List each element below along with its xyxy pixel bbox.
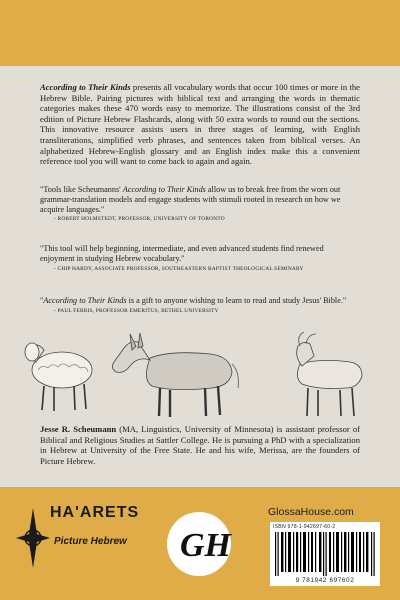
quote-text: "This tool will help beginning, intermediate, and even advanced students find renewed enjoyment in studying Hebrew vocabulary.": [40, 244, 324, 263]
compass-star-icon: [16, 508, 50, 568]
author-bio: [40, 424, 360, 466]
book-description: [40, 82, 360, 167]
logo-letters: GH: [180, 527, 231, 564]
barcode-digits: 9 781942 697602: [295, 577, 355, 584]
endorsement-quote: [40, 185, 360, 223]
endorsement-quote: [40, 244, 360, 273]
quote-book-title: According to Their Kinds: [122, 185, 206, 194]
author-bio-text: (MA, Linguistics, University of Minnesota) is assistant professor of Biblical and Religious Studies at Sattler College. He is pursuing a PhD with a specialization in Hebrew at University of the Free State. He and his wife, Merissa, are the founders of Picture Hebrew.: [40, 424, 361, 466]
top-color-band: [0, 0, 400, 66]
quote-text: is a gift to anyone wishing to learn to read and study Jesus' Bible.": [126, 296, 347, 305]
book-title: According to Their Kinds: [40, 82, 131, 92]
publisher-url: GlossaHouse.com: [268, 506, 354, 518]
glossahouse-logo: [166, 511, 232, 577]
quote-attribution: - CHIP HARDY, ASSOCIATE PROFESSOR, SOUTHEASTERN BAPTIST THEOLOGICAL SEMINARY: [54, 265, 304, 272]
sheep-illustration: [25, 343, 92, 411]
quote-text: "Tools like Scheumanns': [40, 185, 123, 194]
endorsement-quote: [40, 296, 360, 315]
author-name: Jesse R. Scheumann: [40, 424, 117, 434]
brand-top-text: HA'ARETS: [50, 504, 140, 521]
quote-attribution: - ROBERT HOLMSTEDT, PROFESSOR, UNIVERSITY OF TORONTO: [54, 216, 225, 223]
description-text: presents all vocabulary words that occur 100 times or more in the Hebrew Bible. Pairing pictures with biblical text and arranging the words in thematic categories makes these 470 words easy to memorize. The illustrations consist of the 3rd edition of Picture Hebrew Flashcards, along with 50 extra words to round out the sections. This innovative resource assists users in three stages of learning, with English transliterations, simplified verb phrases, and sentences taken from biblical verses. An alphabetized Hebrew-English glossary and an English index make this a convenient reference tool you will want to come back to again and again.: [40, 82, 360, 167]
animal-illustrations: [0, 330, 400, 425]
quote-attribution: - PAUL FERRIS, PROFESSOR EMERITUS, BETHEL UNIVERSITY: [54, 307, 219, 314]
quote-text: ": [40, 296, 44, 305]
picture-hebrew-logo: [16, 500, 140, 590]
goat-illustration: [297, 332, 362, 416]
quote-text: allow us to break free from the worn out grammar-translation models and engage students with stimuli rooted in research on how we acquire languages.": [40, 185, 341, 214]
donkey-illustration: [112, 333, 238, 417]
barcode-bars: [273, 532, 377, 576]
quote-book-title: According to Their Kinds: [43, 296, 127, 305]
barcode: [270, 522, 380, 586]
brand-bottom-text: Picture Hebrew: [54, 536, 127, 547]
isbn-text: ISBN 978-1-942697-60-2: [273, 524, 336, 530]
